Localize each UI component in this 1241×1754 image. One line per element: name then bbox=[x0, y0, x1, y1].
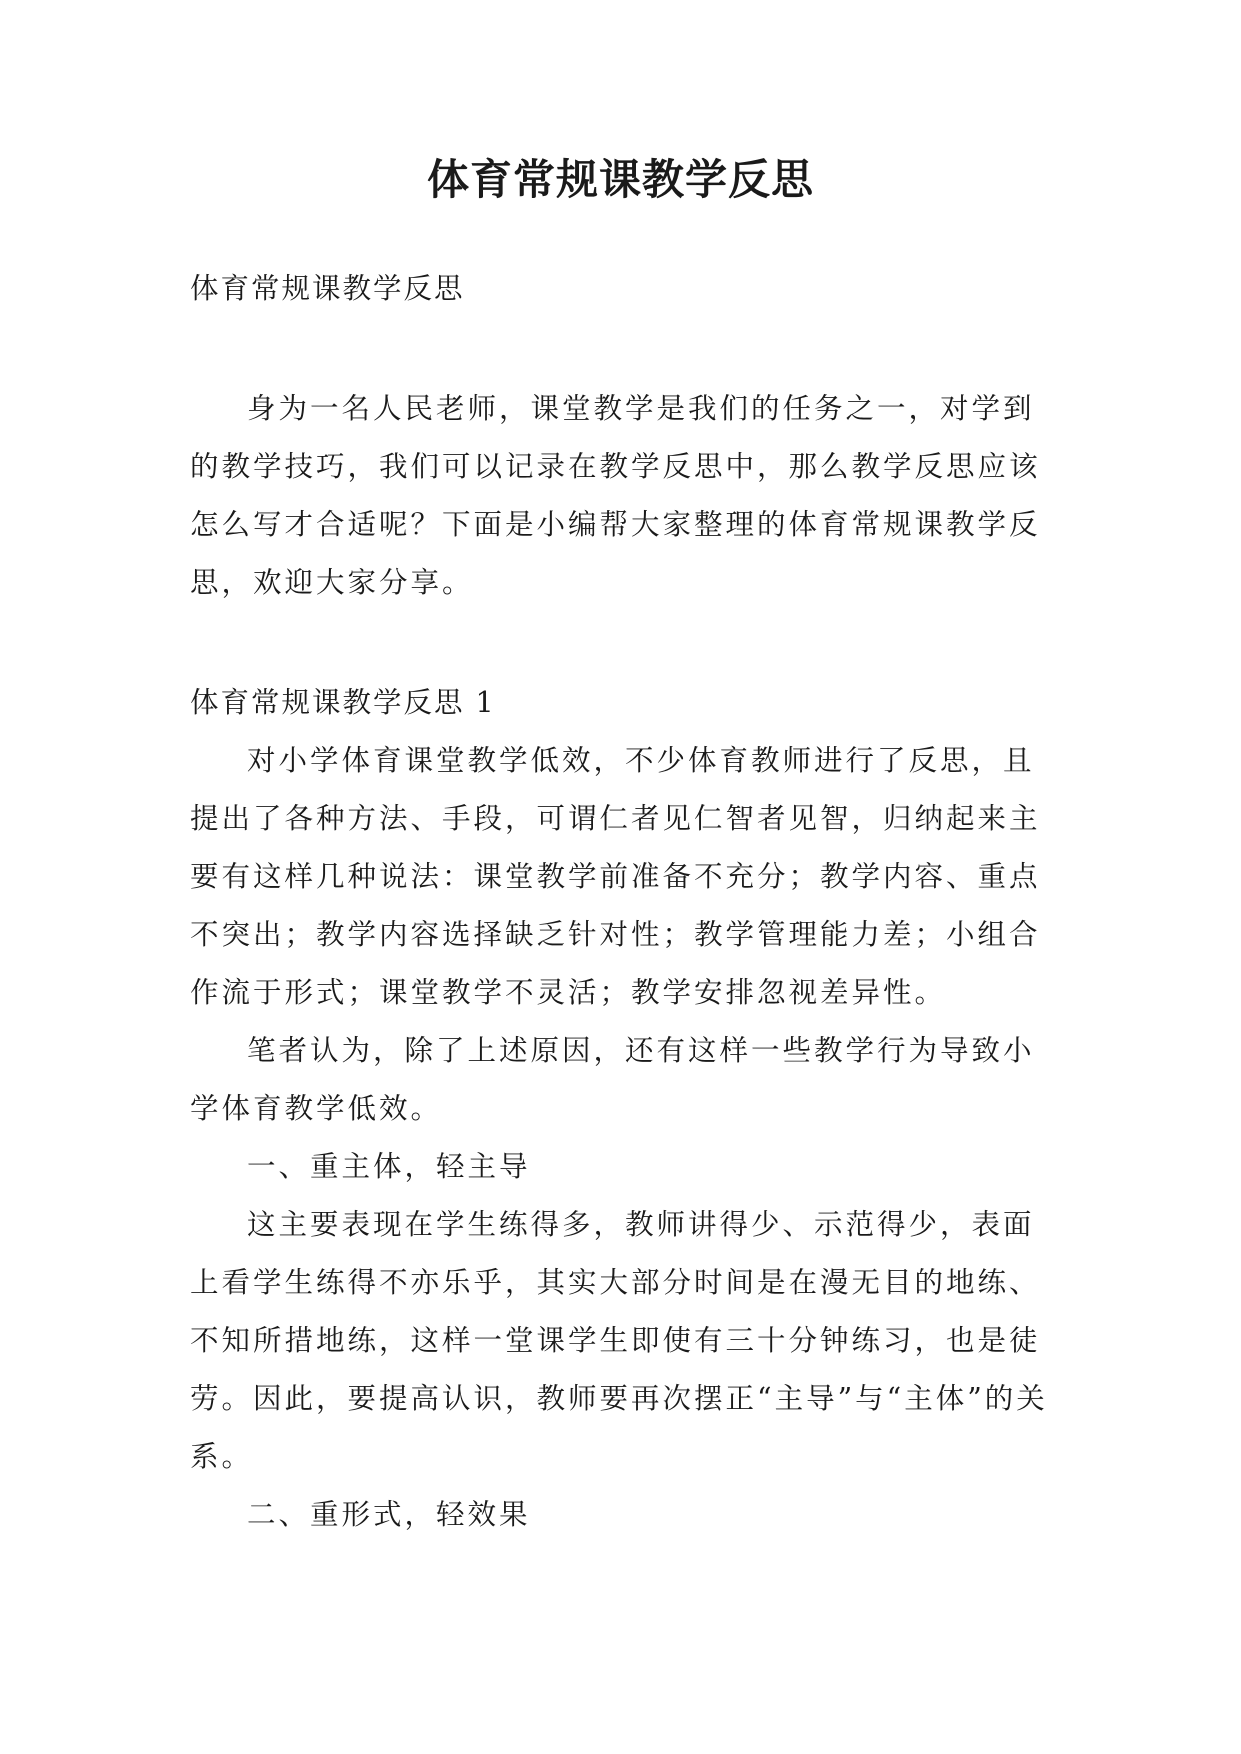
document-subtitle: 体育常规课教学反思 bbox=[190, 272, 465, 305]
point-heading: 二、重形式，轻效果 bbox=[247, 1498, 531, 1531]
body-paragraph: 笔者认为，除了上述原因，还有这样一些教学行为导致小学体育教学低效。 bbox=[190, 1034, 1035, 1125]
intro-paragraph: 身为一名人民老师，课堂教学是我们的任务之一，对学到的教学技巧，我们可以记录在教学反思中，那么教学反思应该怎么写才合适呢？下面是小编帮大家整理的体育常规课教学反思，欢迎大家分享。 bbox=[190, 392, 1041, 599]
point-heading: 一、重主体，轻主导 bbox=[247, 1150, 531, 1183]
body-paragraph: 这主要表现在学生练得多，教师讲得少、示范得少，表面上看学生练得不亦乐乎，其实大部分时间是在漫无目的地练、不知所措地练，这样一堂课学生即使有三十分钟练习，也是徒劳。因此，要提高认识，教师要再次摆正“主导”与“主体”的关系。 bbox=[190, 1208, 1048, 1473]
document-body bbox=[190, 260, 1050, 1544]
section-heading: 体育常规课教学反思 1 bbox=[190, 686, 496, 719]
spacer bbox=[190, 612, 1050, 674]
document-title: 体育常规课教学反思 bbox=[426, 155, 814, 204]
body-paragraph: 对小学体育课堂教学低效，不少体育教师进行了反思，且提出了各种方法、手段，可谓仁者见仁智者见智，归纳起来主要有这样几种说法：课堂教学前准备不充分；教学内容、重点不突出；教学内容选择缺乏针对性；教学管理能力差；小组合作流于形式；课堂教学不灵活；教学安排忽视差异性。 bbox=[190, 744, 1041, 1009]
spacer bbox=[190, 318, 1050, 380]
